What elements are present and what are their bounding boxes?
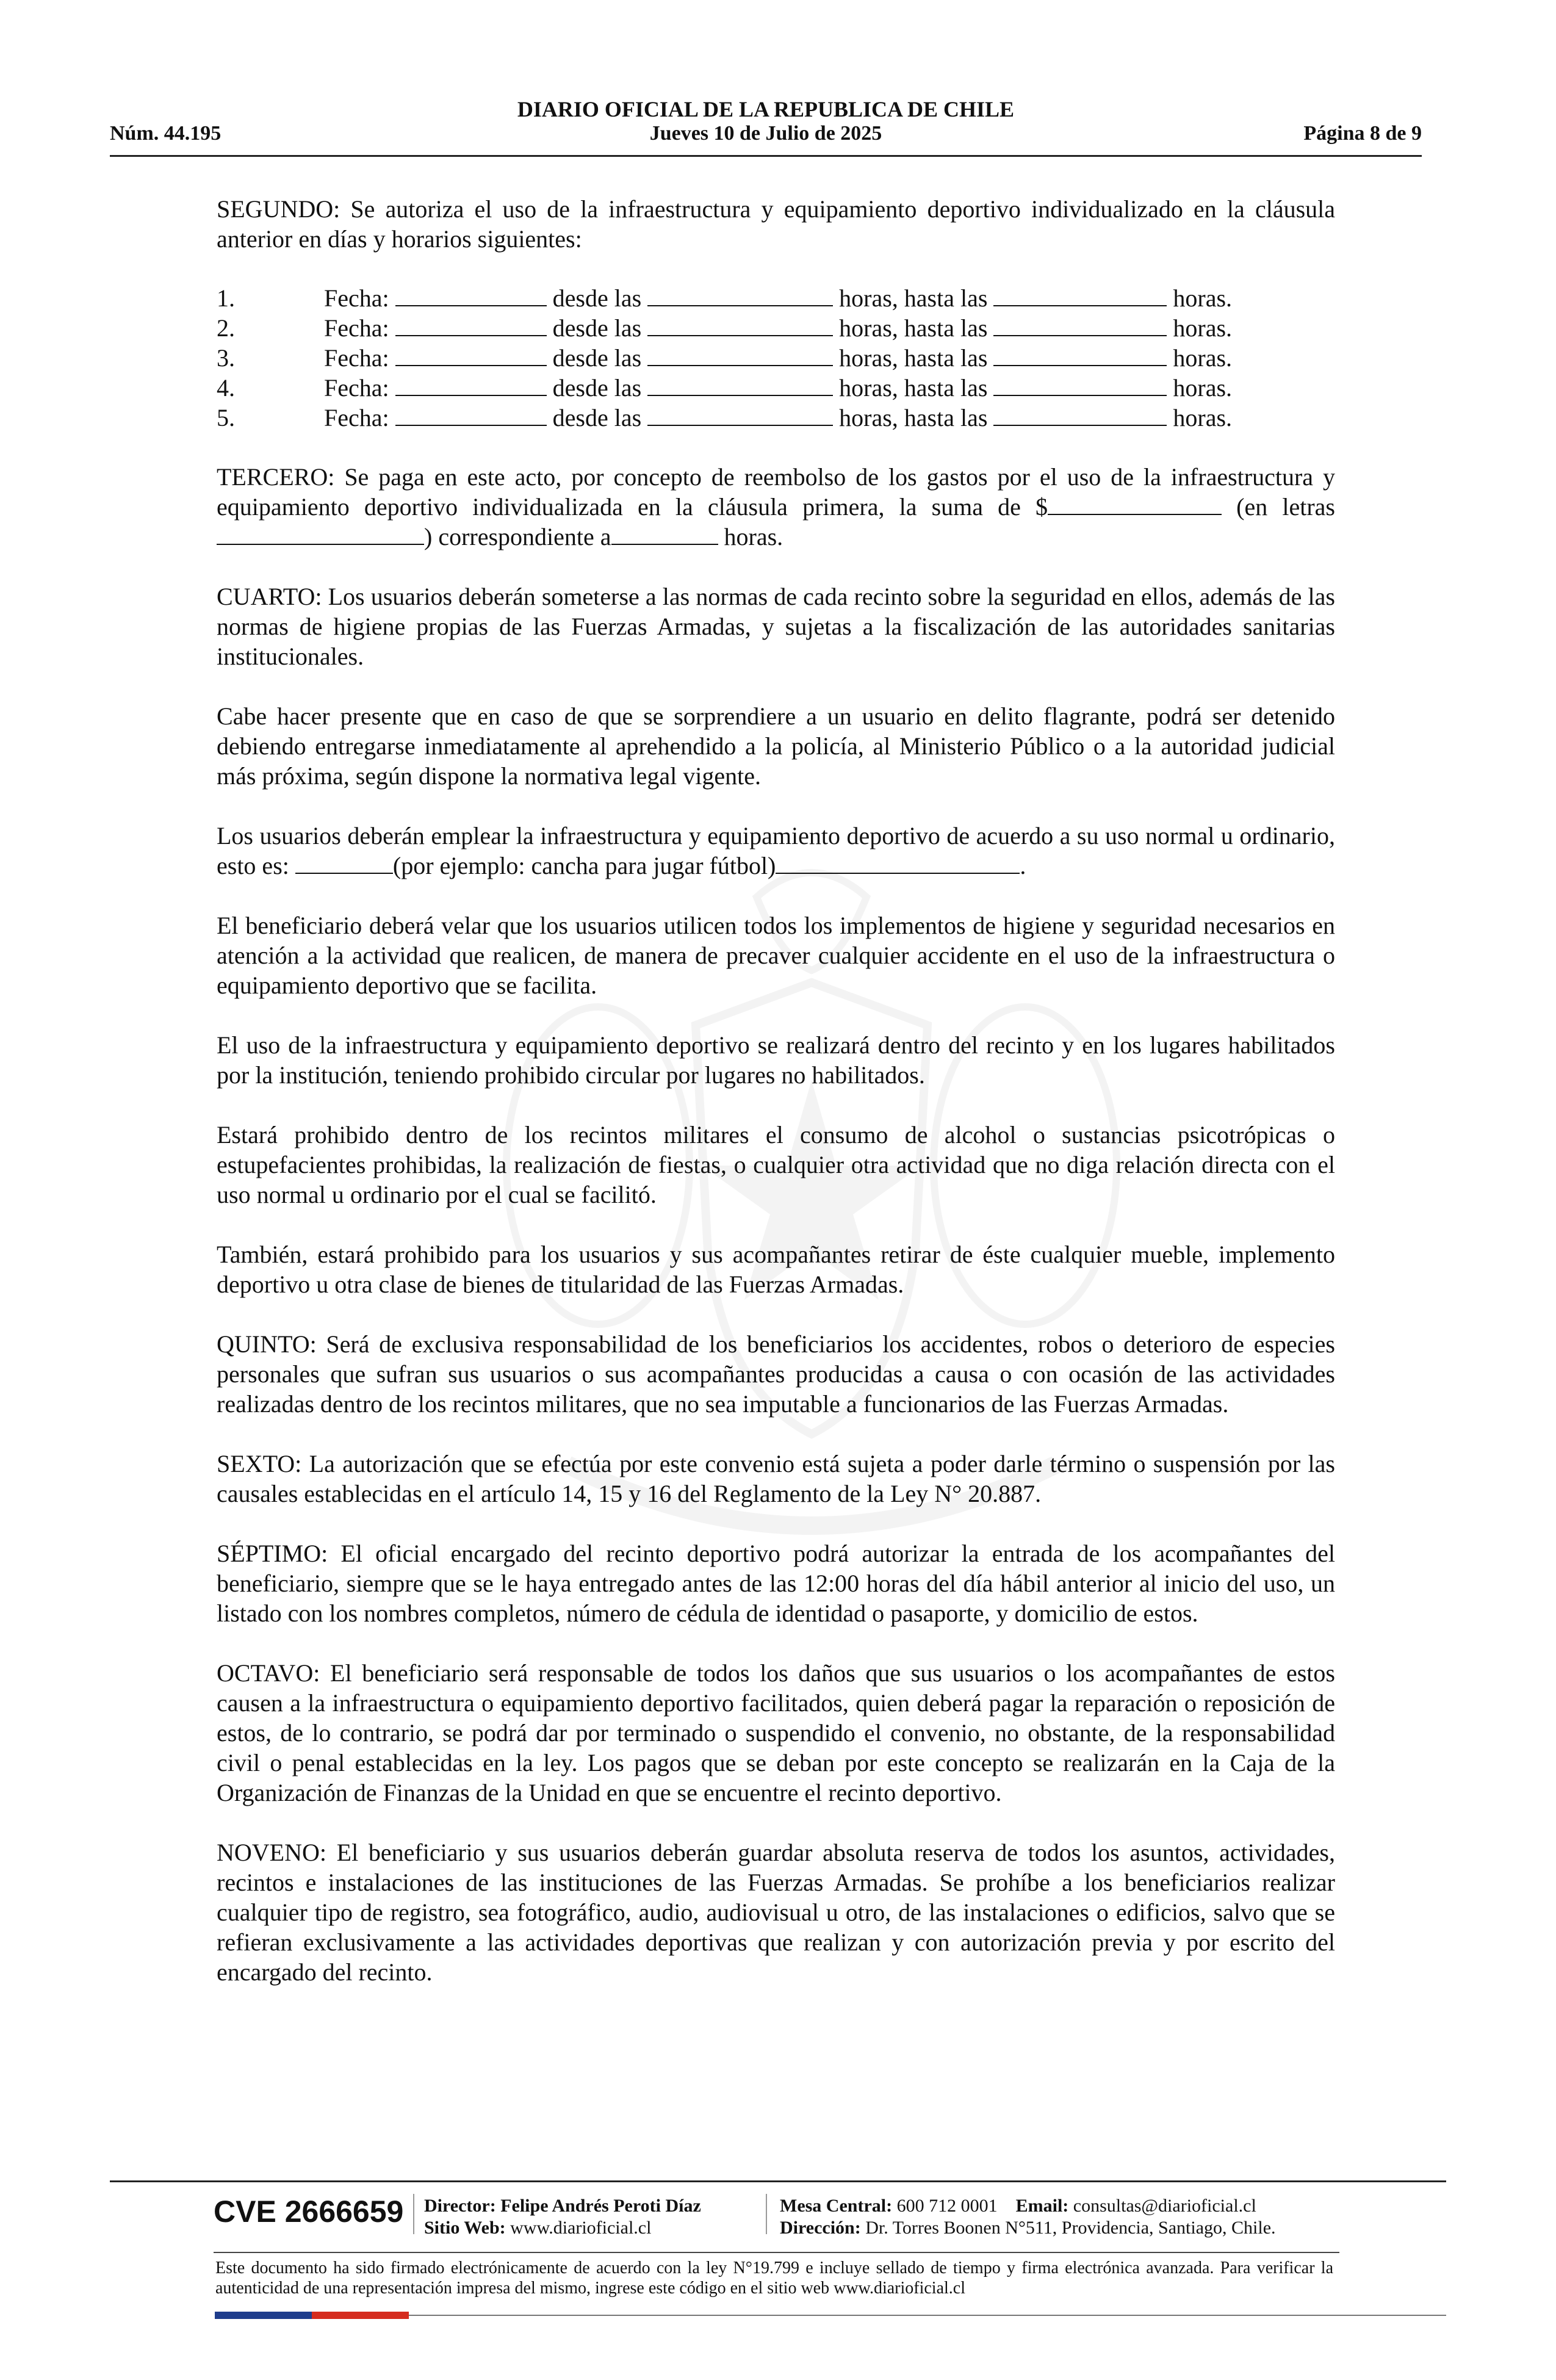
- date-blank: [395, 314, 547, 336]
- end-time-blank: [993, 404, 1167, 426]
- document-body: [217, 194, 1335, 1987]
- website-link[interactable]: www.diarioficial.cl: [510, 2218, 652, 2238]
- paragraph-normal-use: Los usuarios deberán emplear la infraestructura y equipamiento deportivo de acuerdo a su uso normal u ordinario, esto es: (por ejemplo: cancha para jugar fútbol) .: [217, 822, 1335, 879]
- end-time-blank: [993, 314, 1167, 336]
- start-time-blank: [647, 314, 833, 336]
- list-item: 4. Fecha: desde las horas, hasta las horas.: [217, 374, 1233, 402]
- start-time-blank: [647, 344, 833, 366]
- amount-blank: [1048, 493, 1222, 515]
- issue-number: Núm. 44.195: [110, 122, 222, 145]
- schedule-list: [217, 283, 1335, 433]
- footer-bottom-rule: [409, 2315, 1446, 2316]
- page-footer: [214, 2189, 1339, 2244]
- list-item-number: 4.: [217, 374, 235, 402]
- list-item: 5. Fecha: desde las horas, hasta las horas.: [217, 404, 1233, 431]
- list-item: 2. Fecha: desde las horas, hasta las horas.: [217, 314, 1233, 342]
- footer-note-divider: [214, 2252, 1339, 2253]
- use-blank: [295, 852, 393, 874]
- footer-divider: [110, 2180, 1446, 2182]
- paragraph-enabled-areas: El uso de la infraestructura y equipamiento deportivo se realizará dentro del recinto y en los lugares habilitados por la institución, teniendo prohibido circular por lugares no habilitados.: [217, 1031, 1335, 1089]
- list-item-number: 1.: [217, 284, 235, 312]
- footer-director-block: Director: Felipe Andrés Peroti Díaz Sitio Web: www.diarioficial.cl: [424, 2196, 701, 2238]
- director-name: Felipe Andrés Peroti Díaz: [500, 2196, 701, 2216]
- date-blank: [395, 284, 547, 306]
- end-time-blank: [993, 374, 1167, 396]
- date-blank: [395, 374, 547, 396]
- publication-title: DIARIO OFICIAL DE LA REPUBLICA DE CHILE: [517, 97, 1015, 121]
- paragraph-prohibitions: Estará prohibido dentro de los recintos militares el consumo de alcohol o sustancias psicotrópicas o estupefacientes prohibidas, la realización de fiestas, o cualquier otra actividad que no diga relación directa con el uso normal u ordinario por el cual se facilitó.: [217, 1121, 1335, 1208]
- list-item-number: 5.: [217, 404, 235, 431]
- list-item: 1. Fecha: desde las horas, hasta las horas.: [217, 284, 1233, 312]
- list-item-number: 2.: [217, 314, 235, 342]
- start-time-blank: [647, 284, 833, 306]
- clause-sexto: SEXTO: La autorización que se efectúa por este convenio está sujeta a poder darle término o suspensión por las causales establecidas en el artículo 14, 15 y 16 del Reglamento de la Ley N° 20.887.: [217, 1450, 1335, 1507]
- hours-blank: [611, 523, 718, 545]
- signature-note: Este documento ha sido firmado electrónicamente de acuerdo con la ley N°19.799 e incluye sellado de tiempo y firma electrónica avanzada. Para verificar la autenticidad de una representación impresa del mismo, ingrese este código en el sitio web www.diarioficial.cl: [215, 2259, 1333, 2298]
- clause-quinto: QUINTO: Será de exclusiva responsabilidad de los beneficiarios los accidentes, robos o deterioro de especies personales que sufran sus usuarios o sus acompañantes producidas a causa o con ocasión de las actividades realizadas dentro de los recintos militares, que no sea imputable a funcionarios de las Fuerzas Armadas.: [217, 1330, 1335, 1418]
- amount-words-blank: [217, 523, 424, 545]
- date-blank: [395, 344, 547, 366]
- end-time-blank: [993, 344, 1167, 366]
- use-example-blank: [776, 852, 1020, 874]
- list-item-number: 3.: [217, 344, 235, 372]
- address: Dr. Torres Boonen N°511, Providencia, Santiago, Chile.: [865, 2218, 1276, 2238]
- clause-octavo: OCTAVO: El beneficiario será responsable de todos los daños que sus usuarios o los acompañantes de estos causen a la infraestructura o equipamiento deportivo facilitados, quien deberá pagar la reparación o reposición de estos, de lo contrario, se podrá dar por terminado o suspendido el convenio, no obstante, de la responsabilidad civil o penal establecidas en la ley. Los pagos que se deban por este concepto se realizarán en la Caja de la Organización de Finanzas de la Unidad en que se encuentre el recinto deportivo.: [217, 1659, 1335, 1806]
- email-link[interactable]: consultas@diarioficial.cl: [1073, 2196, 1256, 2216]
- footer-contact-block: Mesa Central: 600 712 0001 Email: consultas@diarioficial.cl Dirección: Dr. Torres Boonen N°511, Providencia, Santiago, Chile.: [780, 2196, 1276, 2238]
- issue-date: Jueves 10 de Julio de 2025: [649, 122, 882, 145]
- header-divider: [110, 155, 1422, 157]
- clause-noveno: NOVENO: El beneficiario y sus usuarios deberán guardar absoluta reserva de todos los asuntos, actividades, recintos e instalaciones de las instituciones de las Fuerzas Armadas. Se prohíbe a los beneficiarios realizar cualquier tipo de registro, sea fotográfico, audio, audiovisual u otro, de las instalaciones o edificios, salvo que se refieran exclusivamente a las actividades deportivas que realizan y con autorización previa y por escrito del encargado del recinto.: [217, 1839, 1335, 1986]
- end-time-blank: [993, 284, 1167, 306]
- list-item: 3. Fecha: desde las horas, hasta las horas.: [217, 344, 1233, 372]
- date-blank: [395, 404, 547, 426]
- start-time-blank: [647, 374, 833, 396]
- start-time-blank: [647, 404, 833, 426]
- page-header: [110, 92, 1422, 159]
- clause-segundo: SEGUNDO: Se autoriza el uso de la infraestructura y equipamiento deportivo individualizado en la cláusula anterior en días y horarios siguientes:: [217, 195, 1335, 253]
- page-number: Página 8 de 9: [1303, 122, 1422, 145]
- paragraph-flagrant-offence: Cabe hacer presente que en caso de que se sorprendiere a un usuario en delito flagrante, podrá ser detenido debiendo entregarse inmediatamente al aprehendido a la policía, al Ministerio Público o a la autoridad judicial más próxima, según dispone la normativa legal vigente.: [217, 702, 1335, 790]
- clause-cuarto: CUARTO: Los usuarios deberán someterse a las normas de cada recinto sobre la seguridad en ellos, además de las normas de higiene propias de las Fuerzas Armadas, y sujetas a la fiscalización de las autoridades sanitarias institucionales.: [217, 583, 1335, 670]
- paragraph-removal-prohibited: También, estará prohibido para los usuarios y sus acompañantes retirar de éste cualquier mueble, implemento deportivo u otra clase de bienes de titularidad de las Fuerzas Armadas.: [217, 1241, 1335, 1298]
- clause-tercero: TERCERO: Se paga en este acto, por concepto de reembolso de los gastos por el uso de la infraestructura y equipamiento deportivo individualizada en la cláusula primera, la suma de $ (en letras) correspondiente a horas.: [217, 463, 1335, 550]
- chile-flag-bar: [215, 2312, 409, 2319]
- paragraph-hygiene: El beneficiario deberá velar que los usuarios utilicen todos los implementos de higiene y seguridad necesarios en atención a la actividad que realicen, de manera de precaver cualquier accidente en el uso de la infraestructura o equipamiento deportivo que se facilita.: [217, 912, 1335, 999]
- phone-number: 600 712 0001: [896, 2196, 998, 2216]
- cve-code: CVE 2666659: [214, 2194, 404, 2229]
- clause-septimo: SÉPTIMO: El oficial encargado del recinto deportivo podrá autorizar la entrada de los acompañantes del beneficiario, siempre que se le haya entregado antes de las 12:00 horas del día hábil anterior al inicio del uso, un listado con los nombres completos, número de cédula de identidad o pasaporte, y domicilio de estos.: [217, 1540, 1335, 1627]
